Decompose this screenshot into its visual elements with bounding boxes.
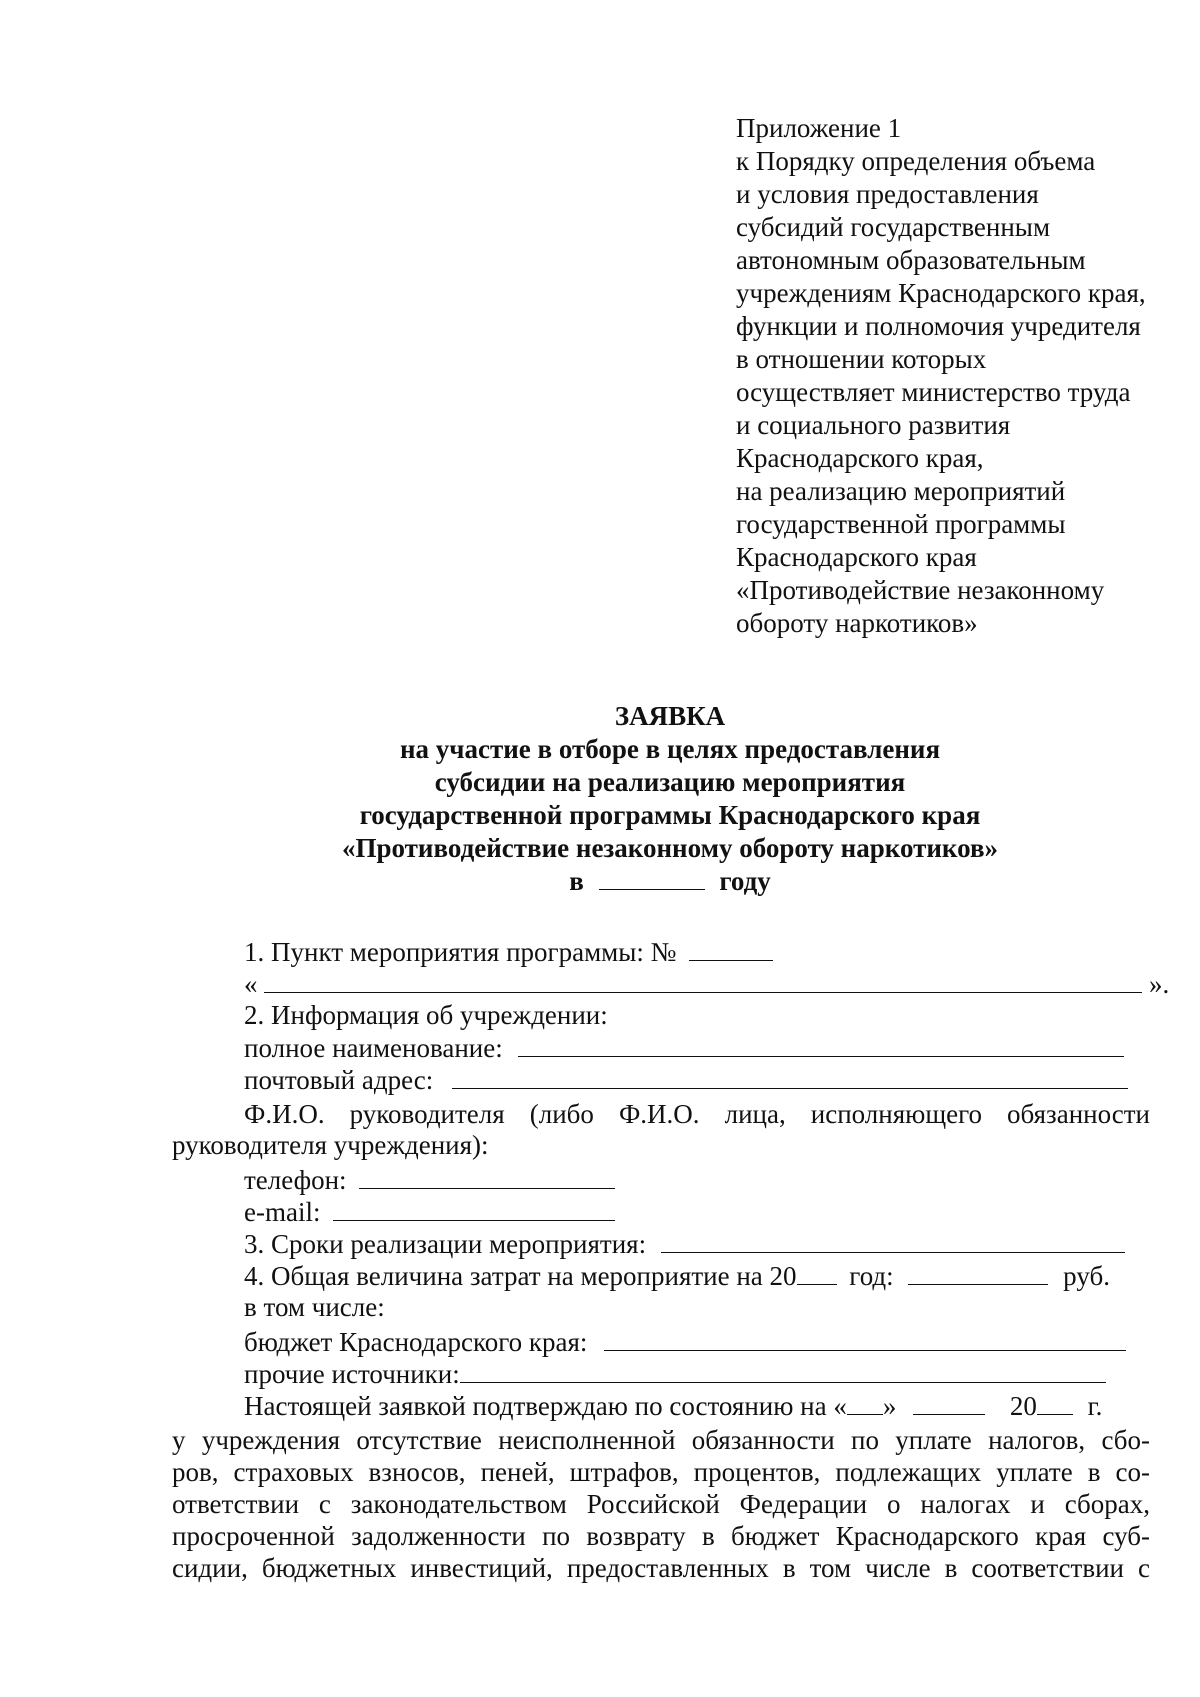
head-line-2: руководителя учреждения): — [172, 1130, 489, 1160]
email-line — [244, 1196, 615, 1228]
phone-line — [244, 1164, 615, 1196]
appendix-line: Краснодарского края, — [736, 443, 984, 473]
head-line-1: Ф.И.О. руководителя (либо Ф.И.О. лица, исполняющего обязанности — [244, 1099, 1150, 1129]
regional-budget-line — [244, 1326, 1126, 1358]
timeline-blank[interactable] — [661, 1228, 1125, 1253]
appendix-line: «Противодействие незаконному — [736, 575, 1105, 605]
full-name-label: полное наименование: — [244, 1033, 503, 1063]
appendix-line: Приложение 1 — [736, 113, 902, 143]
regional-budget-label: бюджет Краснодарского края: — [244, 1327, 588, 1357]
title-line: «Противодействие незаконному обороту наркотиков» — [341, 833, 999, 863]
regional-budget-blank[interactable] — [604, 1326, 1126, 1351]
other-sources-label: прочие источники: — [244, 1359, 460, 1389]
item-name-line — [244, 968, 1169, 1000]
year-abbrev: г. — [1087, 1391, 1103, 1421]
email-blank[interactable] — [333, 1196, 615, 1221]
title-line: субсидии на реализацию мероприятия — [434, 767, 906, 797]
phone-blank[interactable] — [359, 1164, 615, 1189]
appendix-line: автономным образовательным — [736, 245, 1086, 275]
quote-close: ». — [1149, 969, 1170, 999]
phone-label: телефон: — [244, 1165, 347, 1195]
year-digits-blank[interactable] — [797, 1260, 837, 1285]
currency-label: руб. — [1063, 1261, 1110, 1291]
item-1-label: 1. Пункт мероприятия программы: № — [244, 937, 677, 967]
appendix-line: Краснодарского края — [736, 542, 977, 572]
appendix-line: функции и полномочия учредителя — [736, 311, 1141, 341]
document-title — [170, 700, 1170, 898]
including-line — [244, 1292, 385, 1323]
quote-close: » — [882, 1391, 897, 1421]
item-2-line — [244, 1000, 608, 1031]
item-name-blank[interactable] — [264, 968, 1142, 993]
full-name-line — [244, 1032, 1124, 1064]
confirmation-line: ров, страховых взносов, пеней, штрафов, процентов, подлежащих уплате в со- — [172, 1457, 1150, 1487]
appendix-line: осуществляет министерство труда — [736, 377, 1131, 407]
appendix-line: и условия предоставления — [736, 179, 1039, 209]
century-label: 20 — [1009, 1391, 1037, 1421]
confirmation-line: у учреждения отсутствие неисполненной обязанности по уплате налогов, сбо- — [172, 1425, 1150, 1455]
total-cost-blank[interactable] — [908, 1260, 1048, 1285]
day-blank[interactable] — [847, 1390, 883, 1415]
appendix-line: учреждениям Краснодарского края, — [736, 278, 1146, 308]
appendix-header — [736, 112, 1176, 640]
confirmation-text: Настоящей заявкой подтверждаю по состоянию на « — [244, 1391, 847, 1421]
month-blank[interactable] — [913, 1390, 985, 1415]
title-line: государственной программы Краснодарского края — [359, 800, 981, 830]
postal-address-blank[interactable] — [452, 1064, 1128, 1089]
item-4-label: 4. Общая величина затрат на мероприятие на 20 — [244, 1261, 797, 1291]
item-4-line — [244, 1260, 1110, 1292]
postal-address-line — [244, 1064, 1128, 1096]
item-4-year-label: год: — [849, 1261, 894, 1291]
year-blank[interactable] — [1037, 1390, 1073, 1415]
item-2-label: 2. Информация об учреждении: — [244, 1000, 608, 1030]
appendix-line: обороту наркотиков» — [736, 608, 978, 638]
email-label: e-mail: — [244, 1197, 321, 1227]
confirmation-line: просроченной задолженности по возврату в бюджет Краснодарского края суб- — [172, 1521, 1150, 1551]
other-sources-line — [244, 1358, 1106, 1390]
year-prefix: в — [569, 866, 584, 896]
appendix-line: субсидий государственным — [736, 212, 1051, 242]
year-blank[interactable] — [599, 865, 705, 890]
postal-address-label: почтовый адрес: — [244, 1065, 434, 1095]
confirmation-line: ответствии с законодательством Российской Федерации о налогах и сборах, — [172, 1489, 1150, 1519]
full-name-blank[interactable] — [518, 1032, 1124, 1057]
quote-open: « — [244, 969, 258, 999]
confirmation-line: сидии, бюджетных инвестиций, предоставленных в том числе в соответствии с — [172, 1553, 1150, 1583]
item-3-label: 3. Сроки реализации мероприятия: — [244, 1229, 647, 1259]
confirmation-first-line — [244, 1390, 1102, 1422]
appendix-line: на реализацию мероприятий — [736, 476, 1066, 506]
appendix-line: и социального развития — [736, 410, 1011, 440]
item-1-line — [244, 936, 773, 968]
item-3-line — [244, 1228, 1125, 1260]
title-year-line — [170, 865, 1170, 898]
item-number-blank[interactable] — [689, 936, 773, 961]
title-heading: ЗАЯВКА — [614, 701, 726, 731]
including-label: в том числе: — [244, 1292, 385, 1322]
year-suffix: году — [719, 866, 771, 896]
other-sources-blank[interactable] — [460, 1358, 1106, 1383]
title-line: на участие в отборе в целях предоставления — [399, 734, 941, 764]
appendix-line: государственной программы — [736, 509, 1066, 539]
appendix-line: к Порядку определения объема — [736, 146, 1096, 176]
appendix-line: в отношении которых — [736, 344, 987, 374]
